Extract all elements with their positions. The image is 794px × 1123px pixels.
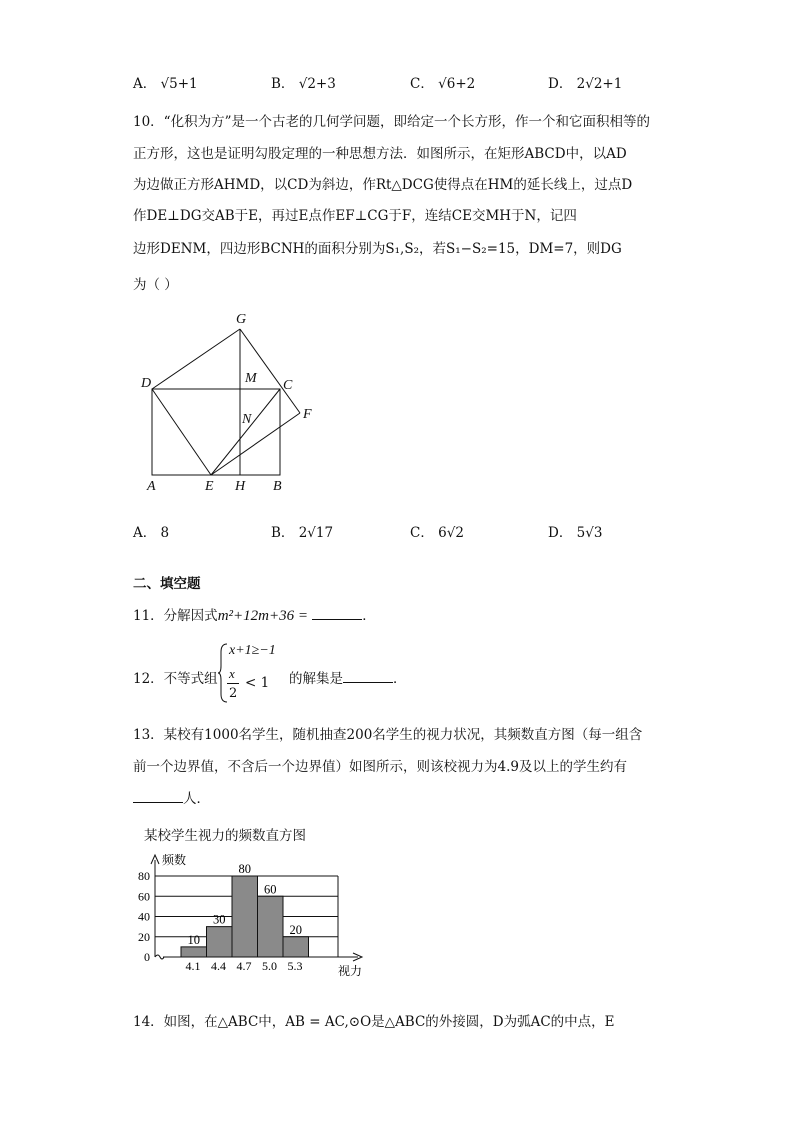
q12-inequality-1: x+1≥−1	[229, 643, 276, 658]
q9-option-d: D． 2√2+1	[548, 76, 623, 92]
x-tick-4.7: 4.7	[236, 959, 252, 973]
y-tick-20: 20	[138, 929, 150, 944]
q10-line-2: 正方形，这也是证明勾股定理的一种思想方法．如图所示，在矩形ABCD中，以AD	[133, 146, 627, 162]
line-ef	[211, 413, 300, 475]
q12-brace	[217, 642, 229, 704]
bar-0	[181, 947, 207, 957]
q11: 11．分解因式m²+12m+36 = ．	[133, 608, 376, 624]
q12-fraction-bar	[227, 683, 239, 684]
bar-label-4: 20	[289, 922, 302, 937]
q11-answer-blank[interactable]	[312, 607, 362, 620]
x-tick-5.3: 5.3	[287, 959, 303, 973]
q13-answer-blank[interactable]	[133, 790, 183, 803]
line-dg	[152, 329, 240, 389]
q10-option-a: A． 8	[133, 525, 170, 541]
q12-fraction-numerator: x	[229, 666, 235, 681]
y-tick-60: 60	[138, 889, 150, 904]
q9-option-c: C． √6+2	[410, 76, 476, 92]
y-axis-label: 频数	[162, 853, 187, 867]
label-m: M	[245, 371, 257, 386]
y-tick-40: 40	[138, 909, 150, 924]
bar-label-3: 60	[264, 882, 277, 897]
q10-line-6: 为（ ）	[133, 277, 178, 293]
x-tick-4.1: 4.1	[185, 959, 201, 973]
q10-geometry-figure	[140, 305, 330, 495]
rectangle-abcd	[152, 389, 280, 475]
q10-option-b: B． 2√17	[271, 525, 334, 541]
q12-suffix: 的解集是 ．	[289, 671, 407, 687]
line-ec	[211, 389, 280, 475]
label-b: B	[273, 479, 282, 494]
q12-inequality-2-rel: < 1	[245, 675, 270, 691]
q9-option-b: B． √2+3	[271, 76, 336, 92]
bar-label-0: 10	[187, 932, 200, 947]
q12-answer-blank[interactable]	[343, 670, 393, 683]
histogram-chart	[130, 845, 380, 980]
bar-1	[207, 927, 233, 957]
q12-prefix: 12．不等式组	[133, 671, 218, 687]
q10-option-d: D． 5√3	[548, 525, 603, 541]
q10-line-1: 10．“化积为方”是一个古老的几何学问题，即给定一个长方形，作一个和它面积相等的	[133, 114, 650, 130]
q9-option-a: A． √5+1	[133, 76, 198, 92]
x-tick-5.0: 5.0	[262, 959, 277, 973]
label-d: D	[141, 376, 152, 391]
axis-break	[155, 955, 164, 959]
label-g: G	[236, 312, 247, 327]
q13-line-3: 人．	[133, 787, 210, 807]
q10-line-3: 为边做正方形AHMD，以CD为斜边，作Rt△DCG使得点在HM的延长线上，过点D	[133, 177, 633, 193]
bar-label-2: 80	[238, 862, 251, 876]
q10-option-c: C． 6√2	[410, 525, 464, 541]
bar-3	[258, 896, 284, 957]
x-axis-label: 视力	[338, 964, 363, 978]
label-h: H	[235, 479, 246, 494]
x-tick-4.4: 4.4	[211, 959, 226, 973]
q10-line-4: 作DE⊥DG交AB于E，再过E点作EF⊥CG于F，连结CE交MH于N，记四	[133, 208, 577, 224]
label-c: C	[283, 378, 293, 393]
y-tick-0: 0	[144, 950, 150, 964]
q13-line-1: 13．某校有1000名学生，随机抽查200名学生的视力状况，其频数直方图（每一组含	[133, 727, 643, 743]
q13-line-2: 前一个边界值，不含后一个边界值）如图所示，则该校视力为4.9及以上的学生约有	[133, 759, 627, 775]
y-tick-80: 80	[138, 869, 150, 883]
label-a: A	[147, 479, 156, 494]
label-e: E	[205, 479, 214, 494]
label-f: F	[303, 407, 312, 422]
bar-2	[232, 876, 258, 957]
q12-fraction-denominator: 2	[229, 686, 238, 701]
line-de	[152, 389, 211, 475]
q14-line-1: 14．如图，在△ABC中，AB = AC,⊙O是△ABC的外接圆，D为弧AC的中点，E	[133, 1014, 615, 1030]
q10-line-5: 边形DENM，四边形BCNH的面积分别为S₁,S₂，若S₁−S₂=15，DM=7，则DG	[133, 241, 622, 257]
chart-title: 某校学生视力的频数直方图	[144, 828, 306, 844]
label-n: N	[242, 412, 252, 427]
bar-4	[283, 937, 309, 957]
section-heading: 二、填空题	[133, 576, 201, 592]
bar-label-1: 30	[213, 912, 226, 927]
